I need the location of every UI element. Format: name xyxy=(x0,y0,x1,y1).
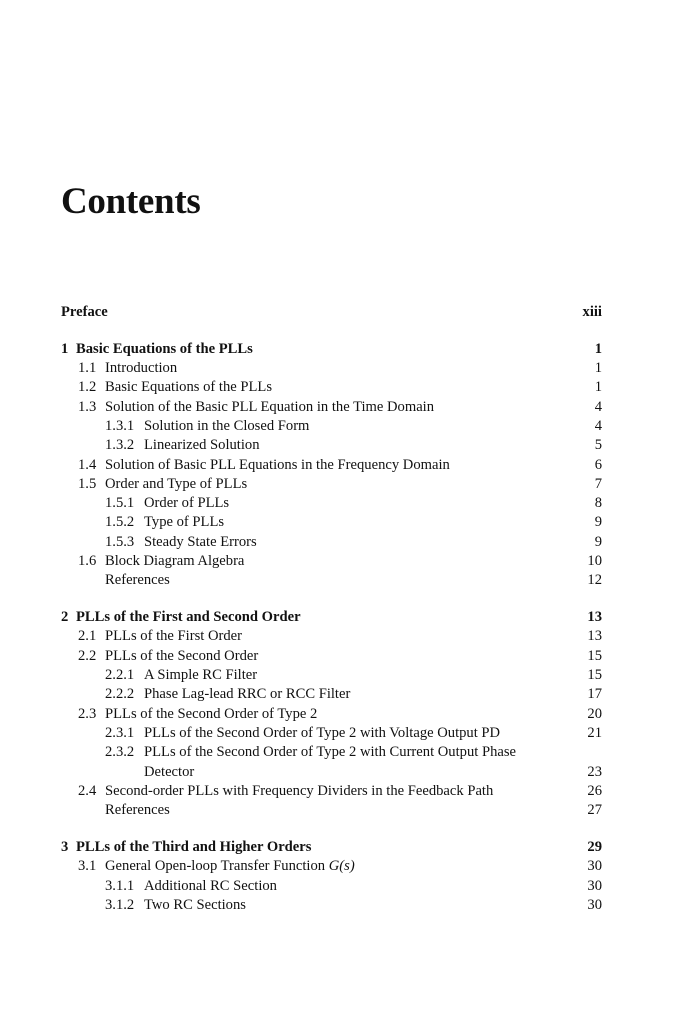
toc-entry-number: 1 xyxy=(61,340,69,357)
toc-entry-title: PLLs of the First Order xyxy=(105,628,243,645)
toc-entry-page: 30 xyxy=(587,858,602,875)
toc-entry-number: 2 xyxy=(61,609,69,626)
toc-entry-number: 1.3.2 xyxy=(105,437,135,454)
toc-entry-math: G(s) xyxy=(328,858,355,875)
toc-entry-page: 23 xyxy=(587,763,602,780)
toc-entry-number: 3.1.2 xyxy=(105,896,135,913)
toc-entry-subsection[interactable] xyxy=(61,724,602,743)
toc-entry-section[interactable] xyxy=(61,359,602,378)
toc-entry-subsection[interactable] xyxy=(61,743,602,762)
toc-entry-number: 1.1 xyxy=(78,360,97,377)
toc-entry-page: 1 xyxy=(594,340,602,357)
toc-entry-chapter[interactable] xyxy=(61,340,602,359)
toc-entry-section[interactable] xyxy=(61,398,602,417)
toc-entry-title: Solution of Basic PLL Equations in the Frequency Domain xyxy=(105,456,450,473)
toc-entry-cont[interactable] xyxy=(61,763,602,782)
page-title: Contents xyxy=(61,181,201,222)
toc-entry-page: 26 xyxy=(587,782,602,799)
toc-entry-page: 30 xyxy=(587,877,602,894)
toc-entry-refs[interactable] xyxy=(61,801,602,820)
toc-entry-number: 3.1.1 xyxy=(105,877,135,894)
toc-entry-page: 5 xyxy=(594,437,602,454)
toc-entry-number: 2.3.2 xyxy=(105,744,135,761)
toc-entry-title: PLLs of the Second Order of Type 2 with Current Output Phase xyxy=(144,744,517,761)
toc-entry-chapter[interactable] xyxy=(61,838,602,857)
toc-entry-subsection[interactable] xyxy=(61,666,602,685)
toc-entry-section[interactable] xyxy=(61,857,602,876)
toc-entry-title: Block Diagram Algebra xyxy=(105,553,245,570)
toc-entry-page: 27 xyxy=(587,802,602,819)
toc-entry-refs[interactable] xyxy=(61,571,602,590)
toc-entry-title: Phase Lag-lead RRC or RCC Filter xyxy=(144,686,351,703)
toc-entry-title: Linearized Solution xyxy=(144,437,260,454)
toc-entry-title: Order of PLLs xyxy=(144,495,230,512)
toc-entry-subsection[interactable] xyxy=(61,877,602,896)
toc-entry-subsection[interactable] xyxy=(61,436,602,455)
toc-entry-page: 1 xyxy=(594,360,602,377)
toc-entry-section[interactable] xyxy=(61,705,602,724)
toc-entry-section[interactable] xyxy=(61,456,602,475)
toc-entry-number: 2.3 xyxy=(78,705,97,722)
toc-entry-page: 15 xyxy=(587,667,602,684)
toc-entry-number: 1.5 xyxy=(78,475,97,492)
toc-entry-number: 1.4 xyxy=(78,456,97,473)
toc-entry-title: Steady State Errors xyxy=(144,533,257,550)
toc-entry-title: PLLs of the Second Order xyxy=(105,647,259,664)
toc-entry-subsection[interactable] xyxy=(61,513,602,532)
toc-entry-subsection[interactable] xyxy=(61,896,602,915)
toc-entry-title: References xyxy=(105,802,170,819)
toc-entry-page: 4 xyxy=(594,398,602,415)
toc-entry-title: Basic Equations of the PLLs xyxy=(105,379,272,396)
toc-entry-page: xiii xyxy=(582,304,602,320)
toc-entry-title: Detector xyxy=(144,763,195,780)
toc-entry-page: 7 xyxy=(594,475,602,492)
toc-entry-page: 9 xyxy=(594,533,602,550)
toc-entry-page: 13 xyxy=(587,609,602,626)
toc-entry-subsection[interactable] xyxy=(61,494,602,513)
toc-entry-title: Two RC Sections xyxy=(144,896,246,913)
toc-entry-section[interactable] xyxy=(61,378,602,397)
toc-entry-page: 21 xyxy=(587,724,602,741)
toc-entry-title: References xyxy=(105,572,170,589)
toc-entry-subsection[interactable] xyxy=(61,417,602,436)
toc-entry-number: 2.2.2 xyxy=(105,686,135,703)
toc-entry-subsection[interactable] xyxy=(61,533,602,552)
toc-entry-number: 2.1 xyxy=(78,628,97,645)
toc-entry-title: Preface xyxy=(61,304,108,320)
toc-entry-section[interactable] xyxy=(61,552,602,571)
toc-entry-page: 30 xyxy=(587,896,602,913)
table-of-contents xyxy=(61,303,602,915)
toc-entry-number: 1.5.1 xyxy=(105,495,135,512)
toc-entry-page: 15 xyxy=(587,647,602,664)
toc-entry-title: PLLs of the First and Second Order xyxy=(76,609,301,626)
toc-entry-number: 1.3.1 xyxy=(105,417,135,434)
toc-entry-title: Order and Type of PLLs xyxy=(105,475,248,492)
toc-entry-number: 2.2.1 xyxy=(105,667,135,684)
toc-entry-number: 1.5.3 xyxy=(105,533,135,550)
toc-entry-number: 2.3.1 xyxy=(105,724,135,741)
toc-entry-title: Second-order PLLs with Frequency Dividers in the Feedback Path xyxy=(105,782,494,799)
toc-entry-number: 1.6 xyxy=(78,553,97,570)
toc-entry-title: Solution of the Basic PLL Equation in the Time Domain xyxy=(105,398,435,415)
toc-entry-title: General Open-loop Transfer Function xyxy=(105,858,329,875)
toc-entry-page: 9 xyxy=(594,514,602,531)
toc-entry-title: Type of PLLs xyxy=(144,514,225,531)
toc-entry-page: 1 xyxy=(594,379,602,396)
toc-entry-number: 2.4 xyxy=(78,782,97,799)
toc-entry-number: 3 xyxy=(61,838,69,855)
toc-entry-preface[interactable] xyxy=(61,303,602,322)
toc-entry-title: A Simple RC Filter xyxy=(144,667,258,684)
toc-entry-title: Introduction xyxy=(105,360,178,377)
toc-entry-page: 20 xyxy=(587,705,602,722)
toc-entry-title: Solution in the Closed Form xyxy=(144,417,310,434)
toc-entry-number: 1.5.2 xyxy=(105,514,135,531)
toc-entry-number: 2.2 xyxy=(78,647,97,664)
toc-entry-chapter[interactable] xyxy=(61,608,602,627)
toc-entry-page: 17 xyxy=(587,686,602,703)
toc-entry-title: Basic Equations of the PLLs xyxy=(76,340,253,357)
toc-entry-page: 8 xyxy=(594,495,602,512)
toc-entry-page: 13 xyxy=(587,628,602,645)
toc-entry-section[interactable] xyxy=(61,647,602,666)
toc-entry-page: 6 xyxy=(594,456,602,473)
toc-entry-section[interactable] xyxy=(61,475,602,494)
toc-entry-section[interactable] xyxy=(61,782,602,801)
toc-entry-number: 3.1 xyxy=(78,858,97,875)
toc-entry-title: Additional RC Section xyxy=(144,877,277,894)
toc-entry-page: 29 xyxy=(587,838,602,855)
toc-entry-subsection[interactable] xyxy=(61,685,602,704)
toc-entry-page: 12 xyxy=(587,572,602,589)
toc-entry-page: 10 xyxy=(587,553,602,570)
toc-entry-number: 1.2 xyxy=(78,379,97,396)
toc-entry-title: PLLs of the Second Order of Type 2 with Voltage Output PD xyxy=(144,724,501,741)
toc-entry-title: PLLs of the Second Order of Type 2 xyxy=(105,705,318,722)
toc-entry-number: 1.3 xyxy=(78,398,97,415)
toc-entry-section[interactable] xyxy=(61,627,602,646)
toc-entry-page: 4 xyxy=(594,417,602,434)
toc-entry-title: PLLs of the Third and Higher Orders xyxy=(76,838,312,855)
